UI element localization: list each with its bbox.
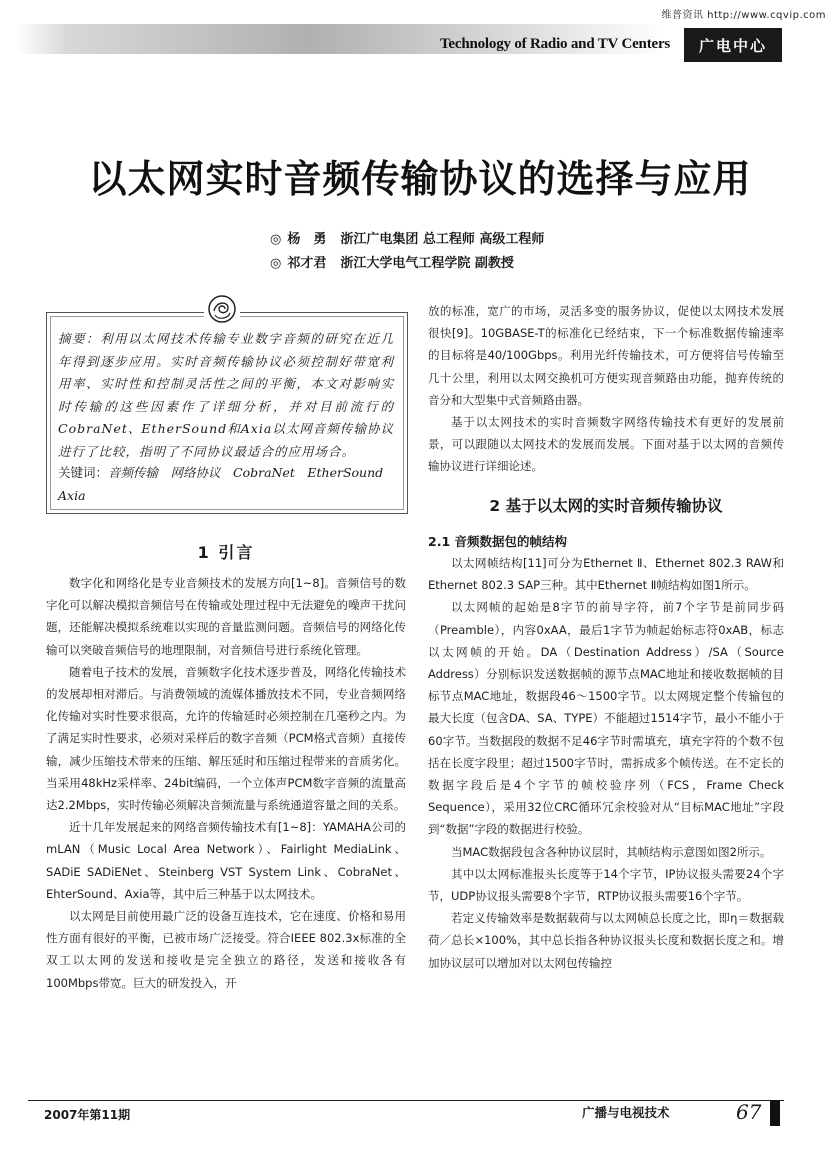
footer-rule [28, 1100, 784, 1101]
journal-english-title: Technology of Radio and TV Centers [440, 36, 671, 52]
paragraph: 数字化和网络化是专业音频技术的发展方向[1~8]。音频信号的数字化可以解决模拟音频信号在传输或处理过程中无法避免的噪声干扰问题，还能解决模拟系统难以实现的音量监测问题。音频信号的网络化传输可以突破音频信号的地理限制，对音频信号进行系统化管理。 [46, 576, 406, 657]
author-affiliation: 浙江广电集团 总工程师 高级工程师 [340, 232, 545, 247]
article-title: 以太网实时音频传输协议的选择与应用 [88, 157, 752, 201]
author-name: 杨 勇 [287, 232, 327, 247]
section-tag: 广电中心 [684, 28, 782, 62]
paragraph: 以太网帧的起始是8字节的前导字符，前7个字节是前同步码（Preamble），内容0xAA，最后1字节为帧起始标志符0xAB，标志以太网帧的开始。DA（Destination Address）/SA（Source Address）分别标识发送数据帧的源节点MAC地址和接收数据帧的目标节点MAC地址，数据段46～1500字节。以太网规定整个传输包的最大长度（包含DA、SA、TYPE）不能超过1514字节，最小不能小于60字节。当数据段的数据不足46字节时需填充，填充字符的个数不包括在长度字段里；超过1500字节时，需拆成多个帧传送。在不定长的数据字段后是4个字节的帧校验序列（FCS，Frame Check Sequence），采用32位CRC循环冗余校验对从“目标MAC地址”字段到“数据”字段的数据进行校验。 [428, 600, 784, 837]
section-1-body [46, 572, 406, 994]
paragraph: 若定义传输效率是数据载荷与以太网帧总长度之比，即η＝数据载荷／总长×100%，其中总长指各种协议报头长度和数据长度之和。增加协议层可以增加对以太网包传输控 [428, 911, 784, 970]
page-number: 67 [736, 1100, 762, 1124]
watermark-text: 维普资讯 http://www.cqvip.com [661, 10, 826, 21]
footer-issue: 2007年第11期 [44, 1108, 131, 1122]
page-marker-bar [770, 1100, 780, 1126]
keywords-list: 音频传输 网络协议 CobraNet EtherSound Axia [58, 465, 396, 503]
keywords [58, 462, 394, 507]
author-list [270, 228, 544, 276]
footer-journal-name: 广播与电视技术 [582, 1105, 670, 1120]
paragraph: 其中以太网标准报头长度等于14个字节，IP协议报头需要24个字节，UDP协议报头需要8个字节，RTP协议报头需要16个字节。 [428, 866, 784, 904]
author-bullet-icon: ◎ [270, 232, 282, 247]
section-2-heading: 2 基于以太网的实时音频传输协议 [489, 497, 723, 515]
paragraph: 放的标准，宽广的市场，灵活多变的服务协议，促使以太网技术发展很快[9]。10GBASE-T的标准化已经结束，下一个标准数据传输速率的目标将是40/100Gbps。利用光纤传输技术，可方便将信号传输至几十公里，利用以太网交换机可方便实现音频路由功能，抛弃传统的音分和大型集中式音频路由器。 [428, 304, 784, 407]
author-row [270, 228, 544, 252]
paragraph: 当MAC数据段包含各种协议层时，其帧结构示意图如图2所示。 [451, 844, 772, 859]
section-2-body [428, 552, 784, 974]
author-row [270, 252, 544, 276]
right-column-continued [428, 300, 784, 478]
author-affiliation: 浙江大学电气工程学院 副教授 [340, 256, 514, 271]
ornament-swirl-icon [204, 291, 240, 327]
paragraph: 随着电子技术的发展，音频数字化技术逐步普及，网络化传输技术的发展却相对滞后。与消费领域的流媒体播放技术不同，专业音频网络化传输对实时性要求很高，允许的传输延时必须控制在几毫秒之内。为了满足实时性要求，必须对采样后的数字音频（PCM格式音频）直接传输，减少压缩技术带来的压缩、解压延时和压缩过程带来的音质劣化。当采用48kHz采样率、24bit编码，一个立体声PCM数字音频的流量高达2.2Mbps，实时传输必须解决音频流量与系统通道容量之间的关系。 [46, 664, 406, 813]
paragraph: 以太网帧结构[11]可分为Ethernet Ⅱ、Ethernet 802.3 RAW和Ethernet 802.3 SAP三种。其中Ethernet Ⅱ帧结构如图1所示。 [428, 556, 784, 593]
section-1-heading: 1 引言 [197, 543, 255, 562]
keywords-label: 关键词： [58, 465, 109, 480]
paragraph: 近十几年发展起来的网络音频传输技术有[1~8]：YAMAHA公司的mLAN（Music Local Area Network）、Fairlight MediaLink、SADiE SADiENet、Steinberg VST System Link、CobraNet、EhterSound、Axia等，其中后三种基于以太网技术。 [46, 820, 406, 901]
section-2-1-heading: 2.1 音频数据包的帧结构 [428, 534, 567, 549]
paragraph: 基于以太网技术的实时音频数字网络传输技术有更好的发展前景，可以跟随以太网技术的发展而发展。下面对基于以太网的音频传输协议进行详细论述。 [428, 415, 784, 474]
paragraph: 以太网是目前使用最广泛的设备互连技术，它在速度、价格和易用性方面有很好的平衡，已被市场广泛接受。符合IEEE 802.3x标准的全双工以太网的发送和接收是完全独立的路径，发送和接收各有100Mbps带宽。巨大的研发投入，开 [46, 909, 406, 990]
author-name: 祁才君 [287, 256, 327, 271]
abstract-text: 摘要：利用以太网技术传输专业数字音频的研究在近几年得到逐步应用。实时音频传输协议必须控制好带宽利用率、实时性和控制灵活性之间的平衡，本文对影响实时传输的这些因素作了详细分析，并对目前流行的CobraNet、EtherSound和Axia以太网音频传输协议进行了比较，指明了不同协议最适合的应用场合。 [58, 331, 394, 459]
author-bullet-icon: ◎ [270, 256, 282, 271]
